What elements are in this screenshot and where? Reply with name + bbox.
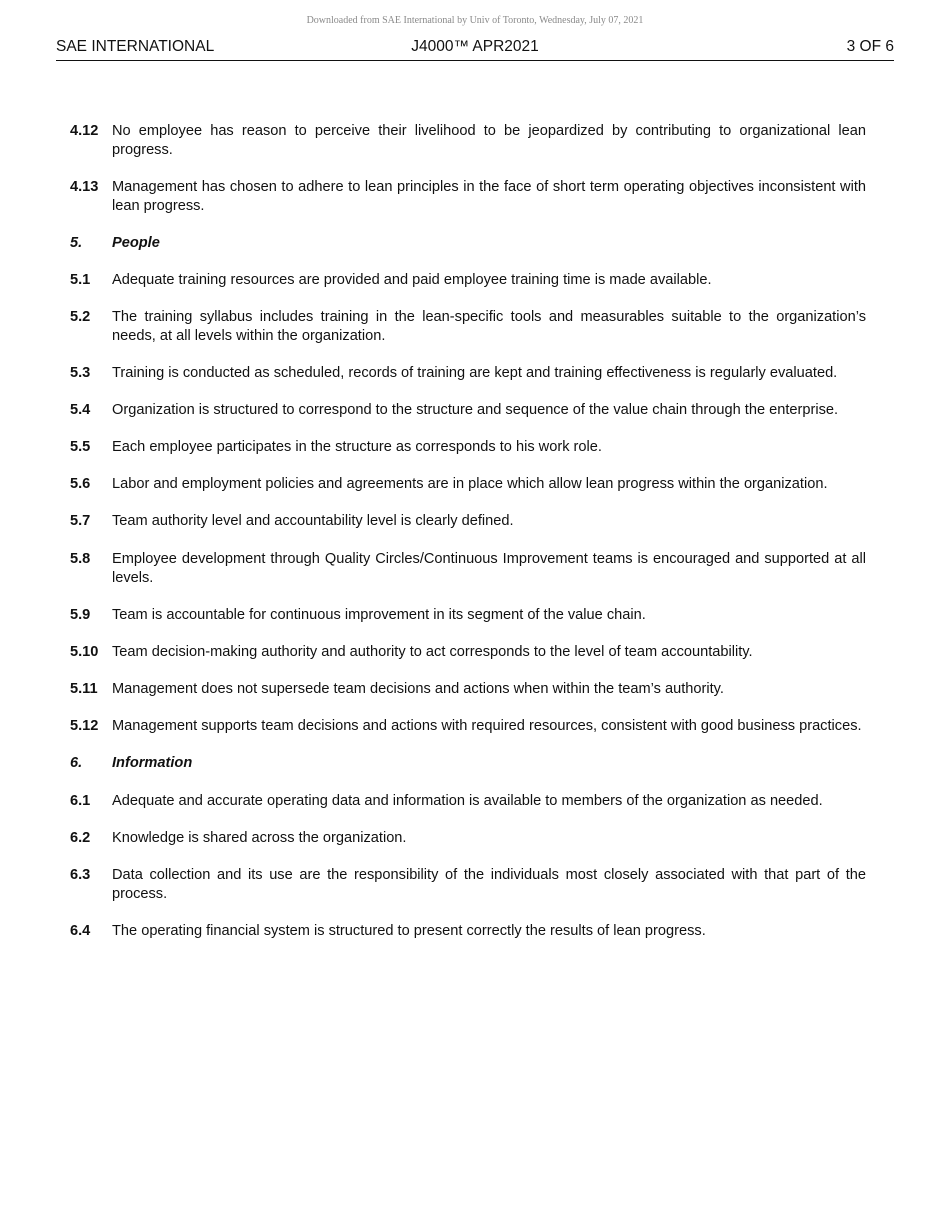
clause-text: The training syllabus includes training in the lean-specific tools and measurables suitable to the organization’s needs, at all levels within the organization. — [112, 309, 866, 344]
clause-number: 6.2 — [70, 830, 91, 846]
clause-number: 5.11 — [70, 681, 98, 697]
clause-5-6 — [70, 475, 866, 494]
clause-number: 5.1 — [70, 272, 91, 288]
clause-number: 5.5 — [70, 439, 91, 455]
clause-text: No employee has reason to perceive their livelihood to be jeopardized by contributing to organizational lean progress. — [112, 123, 866, 158]
clause-6-3 — [70, 866, 866, 904]
clause-5-11 — [70, 680, 866, 699]
clause-6-1 — [70, 792, 866, 811]
clause-text: Labor and employment policies and agreements are in place which allow lean progress within the organization. — [112, 476, 828, 492]
clause-number: 5.8 — [70, 551, 91, 567]
clause-number: 6.4 — [70, 923, 91, 939]
clause-5-3 — [70, 364, 866, 383]
section-number: 5. — [70, 235, 83, 251]
clause-5-12 — [70, 717, 866, 736]
clause-number: 5.9 — [70, 607, 91, 623]
clause-number: 5.7 — [70, 513, 91, 529]
clause-5-7 — [70, 512, 866, 531]
clause-number: 4.12 — [70, 123, 99, 139]
clause-4-13 — [70, 178, 866, 216]
clause-text: Training is conducted as scheduled, records of training are kept and training effectiveness is regularly evaluated. — [112, 365, 838, 381]
clause-text: Team is accountable for continuous improvement in its segment of the value chain. — [112, 607, 646, 623]
clause-text: Management does not supersede team decisions and actions when within the team’s authority. — [112, 681, 724, 697]
clause-text: Employee development through Quality Circles/Continuous Improvement teams is encouraged and supported at all levels. — [112, 551, 866, 586]
clause-number: 6.3 — [70, 867, 91, 883]
download-watermark: Downloaded from SAE International by Univ of Toronto, Wednesday, July 07, 2021 — [306, 15, 644, 26]
clause-text: The operating financial system is structured to present correctly the results of lean progress. — [112, 923, 706, 939]
clause-number: 5.4 — [70, 402, 91, 418]
clause-text: Management supports team decisions and actions with required resources, consistent with good business practices. — [112, 718, 862, 734]
section-heading-information — [70, 754, 866, 773]
header-page-number: 3 OF 6 — [846, 38, 894, 55]
clause-number: 5.6 — [70, 476, 91, 492]
clause-text: Adequate training resources are provided and paid employee training time is made available. — [112, 272, 712, 288]
section-title: Information — [112, 755, 193, 771]
clause-number: 5.2 — [70, 309, 91, 325]
clause-5-1 — [70, 271, 866, 290]
section-heading-people — [70, 234, 866, 253]
header-publisher: SAE INTERNATIONAL — [56, 38, 215, 55]
clause-number: 5.3 — [70, 365, 91, 381]
clause-text: Team decision-making authority and authority to act corresponds to the level of team accountability. — [112, 644, 753, 660]
clause-text: Organization is structured to correspond to the structure and sequence of the value chain through the enterprise. — [112, 402, 839, 418]
document-body — [70, 122, 866, 941]
clause-6-2 — [70, 829, 866, 848]
clause-text: Data collection and its use are the responsibility of the individuals most closely associated with that part of the process. — [112, 867, 866, 902]
clause-text: Team authority level and accountability level is clearly defined. — [112, 513, 514, 529]
section-title: People — [112, 235, 160, 251]
clause-5-2 — [70, 308, 866, 346]
clause-text: Each employee participates in the structure as corresponds to his work role. — [112, 439, 602, 455]
clause-5-4 — [70, 401, 866, 420]
clause-5-9 — [70, 606, 866, 625]
clause-5-5 — [70, 438, 866, 457]
page-header — [56, 38, 894, 61]
clause-text: Adequate and accurate operating data and information is available to members of the organization as needed. — [112, 793, 823, 809]
clause-6-4 — [70, 922, 866, 941]
clause-number: 6.1 — [70, 793, 91, 809]
clause-5-8 — [70, 550, 866, 588]
clause-4-12 — [70, 122, 866, 160]
clause-number: 4.13 — [70, 179, 99, 195]
header-document-id: J4000™ APR2021 — [411, 38, 539, 55]
clause-number: 5.10 — [70, 644, 99, 660]
section-number: 6. — [70, 755, 83, 771]
clause-5-10 — [70, 643, 866, 662]
clause-number: 5.12 — [70, 718, 99, 734]
clause-text: Management has chosen to adhere to lean principles in the face of short term operating objectives inconsistent with lean progress. — [112, 179, 866, 214]
clause-text: Knowledge is shared across the organization. — [112, 830, 407, 846]
